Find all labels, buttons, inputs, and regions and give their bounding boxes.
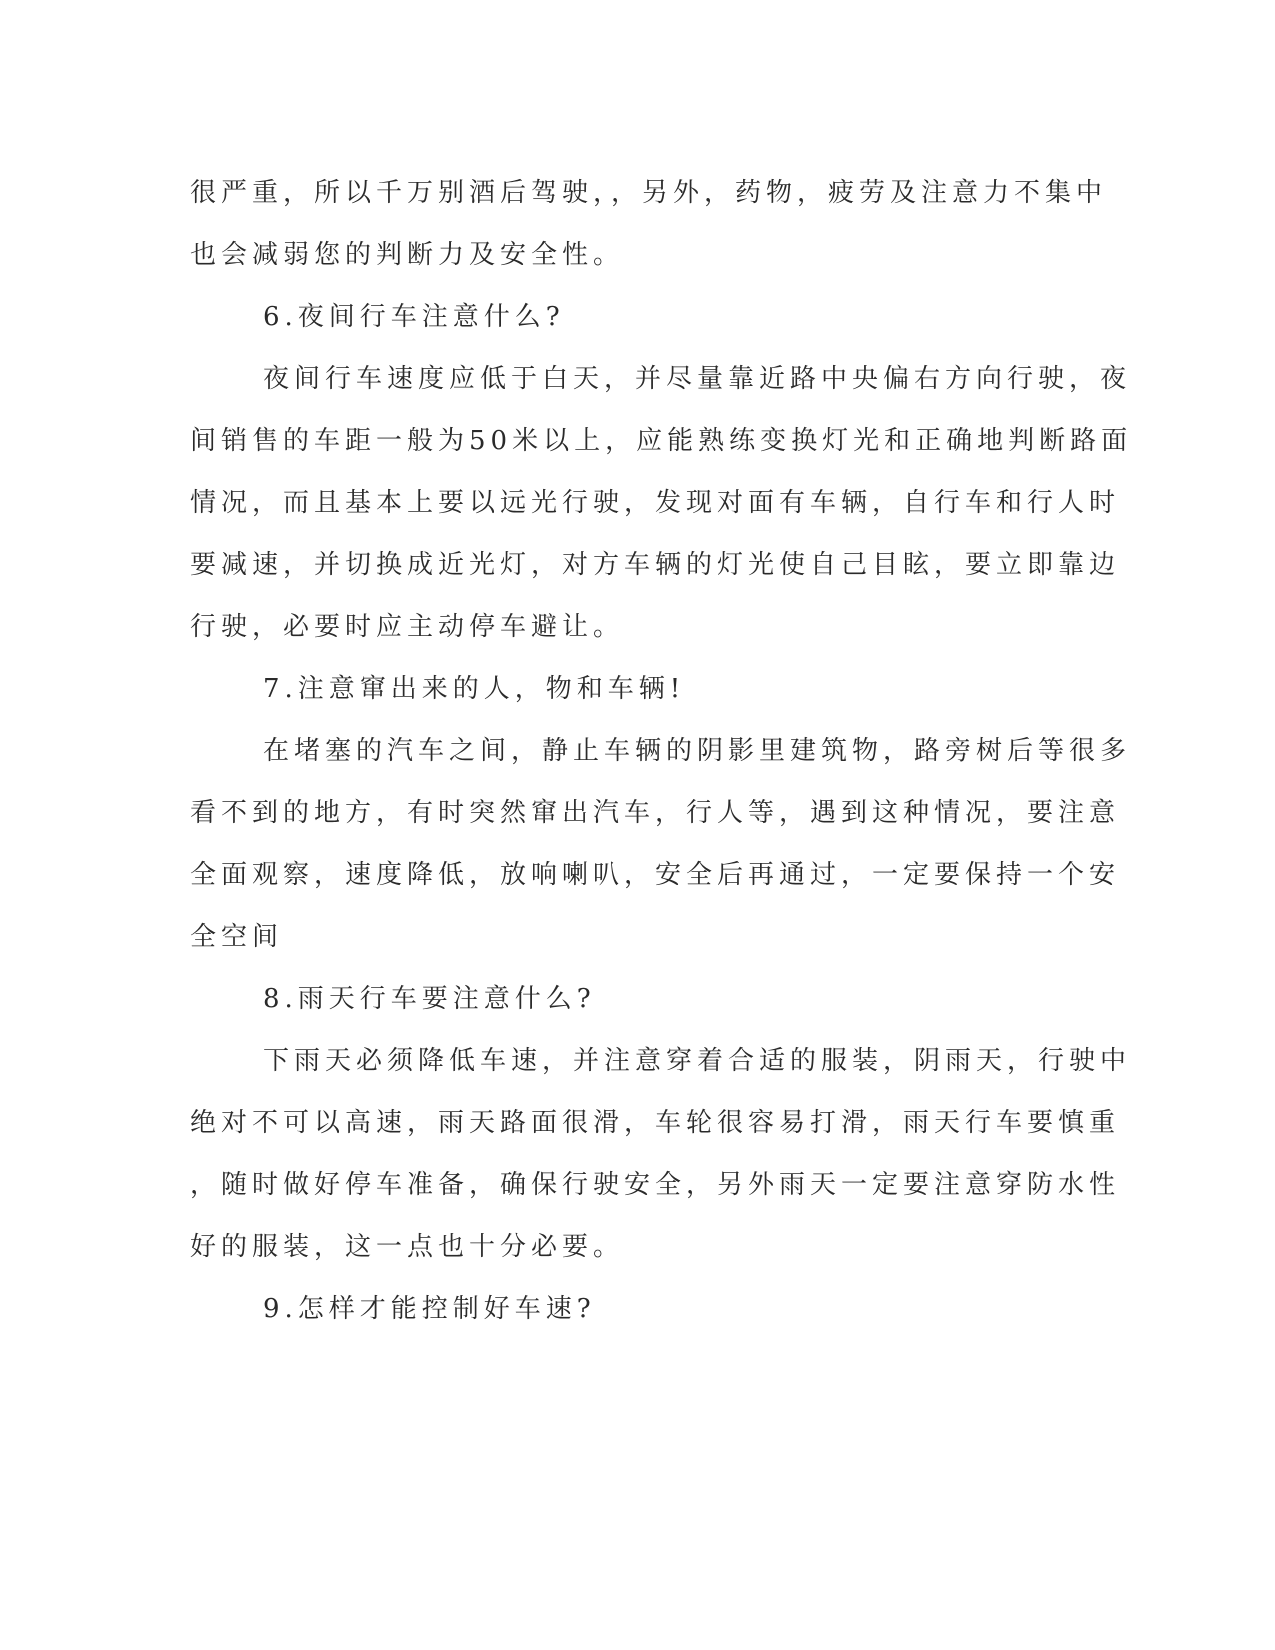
paragraph-line: 间销售的车距一般为50米以上，应能熟练变换灯光和正确地判断路面 xyxy=(190,426,1133,456)
paragraph-line: 绝对不可以高速，雨天路面很滑，车轮很容易打滑，雨天行车要慎重 xyxy=(190,1108,1121,1138)
paragraph-line: 情况，而且基本上要以远光行驶，发现对面有车辆，自行车和行人时 xyxy=(190,488,1121,518)
paragraph-line: 也会减弱您的判断力及安全性。 xyxy=(190,240,625,270)
paragraph-line: 行驶，必要时应主动停车避让。 xyxy=(190,612,625,642)
paragraph-line: 很严重，所以千万别酒后驾驶，，另外，药物，疲劳及注意力不集中 xyxy=(190,178,1108,208)
paragraph-line: 下雨天必须降低车速，并注意穿着合适的服装，阴雨天，行驶中 xyxy=(263,1046,1132,1076)
section-heading-7: 7.注意窜出来的人，物和车辆! xyxy=(263,674,686,704)
paragraph-line: 在堵塞的汽车之间，静止车辆的阴影里建筑物，路旁树后等很多 xyxy=(263,736,1132,766)
paragraph-line: 夜间行车速度应低于白天，并尽量靠近路中央偏右方向行驶，夜 xyxy=(263,364,1132,394)
paragraph-line: ，随时做好停车准备，确保行驶安全，另外雨天一定要注意穿防水性 xyxy=(190,1170,1121,1200)
paragraph-line: 全面观察，速度降低，放响喇叭，安全后再通过，一定要保持一个安 xyxy=(190,860,1121,890)
document-body xyxy=(190,162,1133,1340)
paragraph-line: 好的服装，这一点也十分必要。 xyxy=(190,1232,625,1262)
section-heading-8: 8.雨天行车要注意什么? xyxy=(263,984,596,1014)
paragraph-line: 要减速，并切换成近光灯，对方车辆的灯光使自己目眩，要立即靠边 xyxy=(190,550,1121,580)
paragraph-line: 全空间 xyxy=(190,922,284,952)
paragraph-line: 看不到的地方，有时突然窜出汽车，行人等，遇到这种情况，要注意 xyxy=(190,798,1121,828)
section-heading-9: 9.怎样才能控制好车速? xyxy=(263,1294,596,1324)
section-heading-6: 6.夜间行车注意什么? xyxy=(263,302,565,332)
